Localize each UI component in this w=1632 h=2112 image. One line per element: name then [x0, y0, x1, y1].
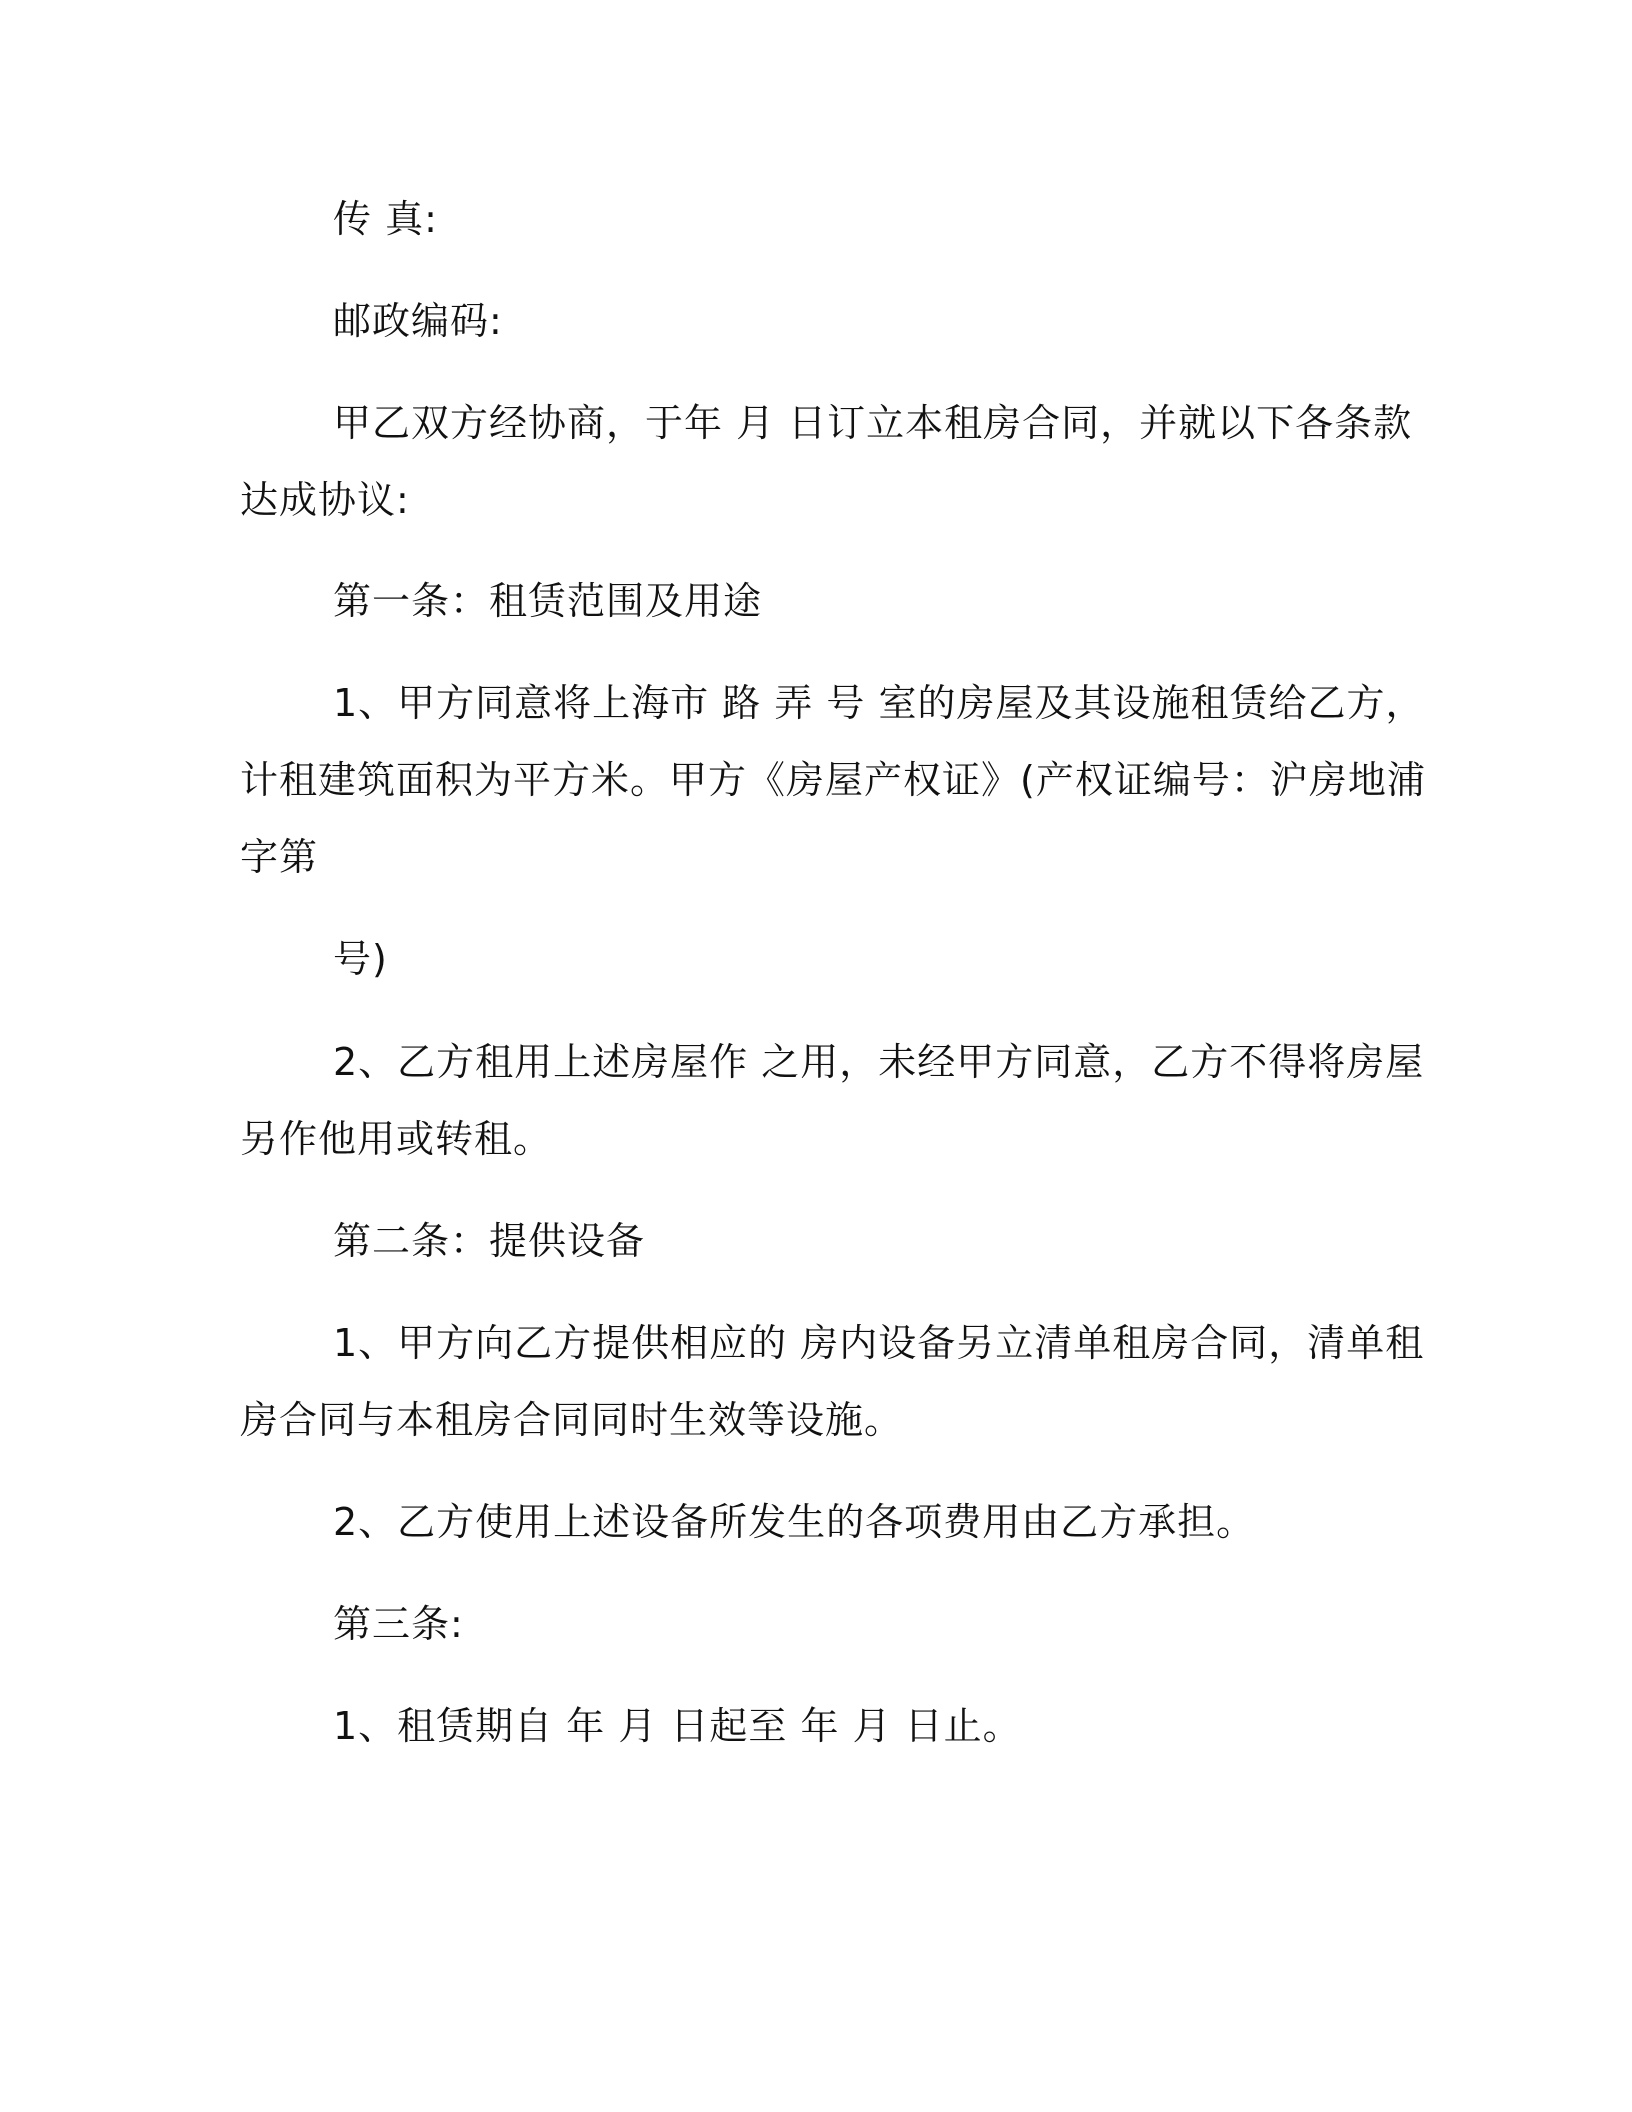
postal-code-label: 邮政编码: [333, 299, 503, 343]
fax-label: 传 真: [333, 197, 438, 241]
article-2-item-1-line-1: 1、甲方向乙方提供相应的 房内设备另立清单租房合同，清单租 [333, 1321, 1425, 1365]
article-1-item-2-line-1: 2、乙方租用上述房屋作 之用，未经甲方同意，乙方不得将房屋 [333, 1040, 1425, 1084]
article-2-item-1-line-2: 房合同与本租房合同同时生效等设施。 [240, 1398, 904, 1442]
article-2-item-2-line-1: 2、乙方使用上述设备所发生的各项费用由乙方承担。 [333, 1500, 1256, 1544]
article-2-heading: 第二条：提供设备 [333, 1219, 646, 1263]
intro-line-2: 达成协议: [240, 478, 410, 522]
article-1-item-1-line-1: 1、甲方同意将上海市 路 弄 号 室的房屋及其设施租赁给乙方， [333, 681, 1425, 725]
intro-line-1: 甲乙双方经协商，于年 月 日订立本租房合同，并就以下各条款 [333, 401, 1413, 445]
article-3-heading: 第三条: [333, 1602, 464, 1646]
article-1-heading: 第一条：租赁范围及用途 [333, 579, 763, 623]
article-1-item-1-line-2: 计租建筑面积为平方米。甲方《房屋产权证》(产权证编号：沪房地浦 [240, 758, 1426, 802]
article-3-item-1-line-1: 1、租赁期自 年 月 日起至 年 月 日止。 [333, 1704, 1022, 1748]
article-1-item-2-line-2: 另作他用或转租。 [240, 1117, 553, 1161]
article-1-item-1-line-3: 字第 [240, 835, 319, 879]
article-1-item-1-line-4: 号) [333, 937, 388, 981]
